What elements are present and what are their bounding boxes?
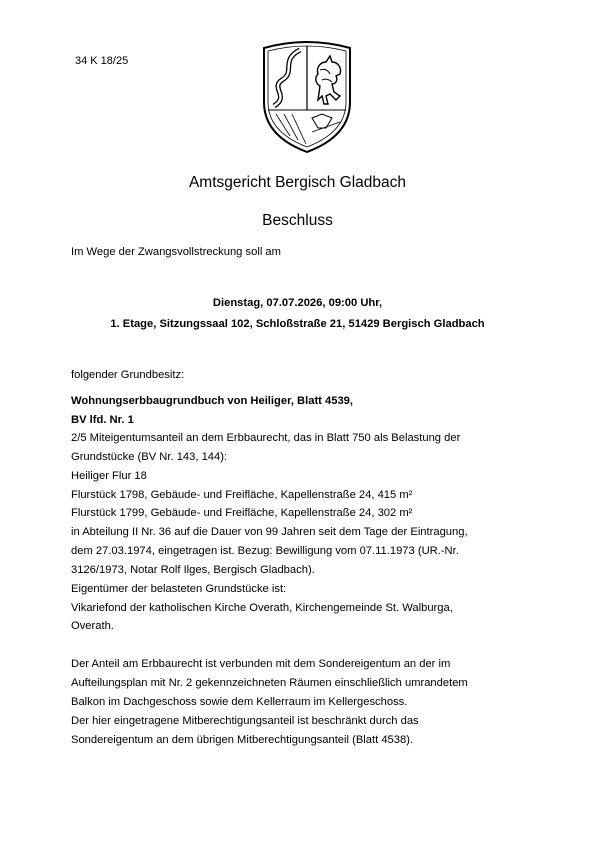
register-line: Flurstück 1798, Gebäude- und Freifläche, Kapellenstraße 24, 415 m²	[71, 489, 413, 501]
register-line: Eigentümer der belasteten Grundstücke ist:	[71, 583, 287, 595]
register-line: 3126/1973, Notar Rolf Ilges, Bergisch Gladbach).	[71, 564, 315, 576]
register-line: 2/5 Miteigentumsanteil an dem Erbbaurecht, das in Blatt 750 als Belastung der	[71, 432, 461, 444]
register-line: Flurstück 1799, Gebäude- und Freifläche, Kapellenstraße 24, 302 m²	[71, 507, 413, 519]
register-line: Vikariefond der katholischen Kirche Overath, Kirchengemeinde St. Walburga,	[71, 602, 453, 614]
register-line: Grundstücke (BV Nr. 143, 144):	[71, 451, 228, 463]
coat-of-arms-icon	[260, 40, 354, 154]
paragraph-line: Aufteilungsplan mit Nr. 2 gekennzeichneten Räumen einschließlich umrandetem	[71, 677, 468, 689]
register-line: Overath.	[71, 620, 114, 632]
register-line: dem 27.03.1974, eingetragen ist. Bezug: Bewilligung vom 07.11.1973 (UR.-Nr.	[71, 545, 459, 557]
register-title: Wohnungserbbaugrundbuch von Heiliger, Blatt 4539,	[71, 395, 353, 407]
appointment-location: 1. Etage, Sitzungssaal 102, Schloßstraße 21, 51429 Bergisch Gladbach	[110, 318, 485, 330]
intro-text: Im Wege der Zwangsvollstreckung soll am	[71, 246, 281, 258]
register-line: in Abteilung II Nr. 36 auf die Dauer von 99 Jahren seit dem Tage der Eintragung,	[71, 526, 468, 538]
file-number: 34 K 18/25	[75, 55, 129, 67]
paragraph-line: Balkon im Dachgeschoss sowie dem Kellerraum im Kellergeschoss.	[71, 696, 408, 708]
appointment-date: Dienstag, 07.07.2026, 09:00 Uhr,	[212, 297, 383, 309]
paragraph-line: Sondereigentum an dem übrigen Mitberechtigungsanteil (Blatt 4538).	[71, 734, 414, 746]
document-title: Beschluss	[262, 212, 333, 229]
property-label: folgender Grundbesitz:	[71, 369, 185, 381]
paragraph-line: Der Anteil am Erbbaurecht ist verbunden mit dem Sondereigentum an der im	[71, 658, 451, 670]
paragraph-line: Der hier eingetragene Mitberechtigungsanteil ist beschränkt durch das	[71, 715, 419, 727]
court-name: Amtsgericht Bergisch Gladbach	[188, 174, 407, 191]
register-bv: BV lfd. Nr. 1	[71, 414, 134, 426]
register-line: Heiliger Flur 18	[71, 470, 147, 482]
